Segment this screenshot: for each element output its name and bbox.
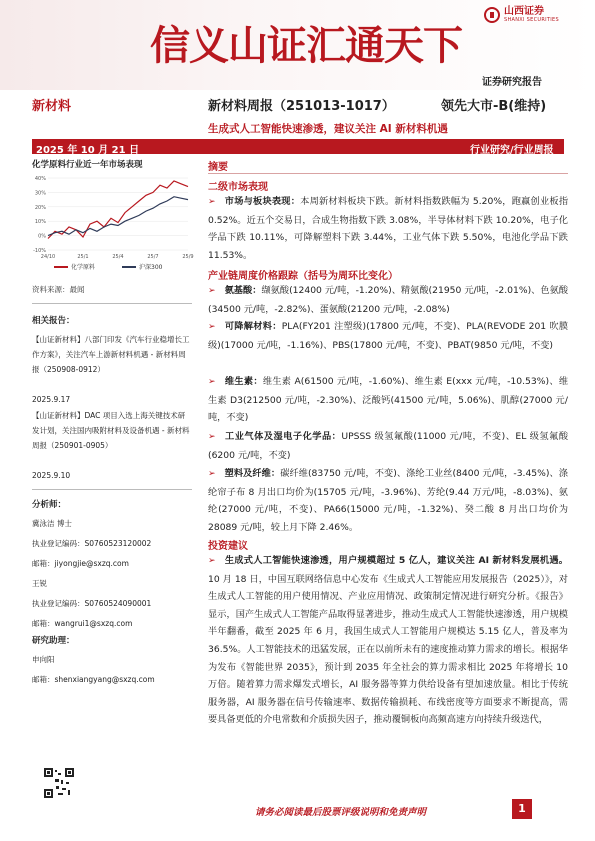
investment-text: 10 月 18 日，中国互联网络信息中心发布《生成式人工智能应用发展报告（2025）》，对生成式人工智能的用户使用情况、产业应用情况、政策制定情况进行研究分析。《报告》显示，国产生成式人工智能产品取得显著进步，推动生成式人工智能快速渗透，用户规模半年翻番，截至 2025 年 6 月，我国生成式人工智能用户规模达 5.15 亿人，普及率为 36.5%。人工智能技术的迅猛发展，正在以前所未有的速度推动算力需求的增长。根据华为发布《智能世界 2035》，预计到 2035 年全社会的算力需求相比 2025 年将增长 10 万倍。随着算力需求爆发式增长，AI 服务器等算力供给设备有望加速放量。相比于传统服务器，AI 服务器在信号传输速率、数据传输损耗、布线密度等方面要求不断提高，需要具备更低的介电常数和介质损失因子，推动覆铜板向高频高速方向持续升级迭代， <box>208 573 568 726</box>
bullet-arrow-icon: ➢ <box>208 556 216 566</box>
chart-title: 化学原料行业近一年市场表现 <box>32 160 143 170</box>
slogan: 信义山证汇通天下 <box>150 22 462 69</box>
gas-chemical-paragraph <box>208 428 568 464</box>
degradable-text: PLA(FY201 注塑级)(17800 元/吨，不变)、PLA(REVODE 201 吹膜级)(17000 元/吨，-1.16%)、PBS(17800 元/吨，不变)、PBAT(9850 元/吨，不变) <box>208 321 569 351</box>
report-type: 证券研究报告 <box>482 77 542 88</box>
analyst-email[interactable]: 邮箱：jiyongjie@sxzq.com <box>32 559 129 568</box>
y-tick-label: 0% <box>38 233 46 240</box>
analyst-cert: 执业登记编码：S0760523120002 <box>32 539 152 548</box>
analyst-email[interactable]: 邮箱：wangrui1@sxzq.com <box>32 619 133 628</box>
plastic-fiber-text: 碳纤维(83750 元/吨，不变)、涤纶工业丝(8400 元/吨，-3.45%)、涤纶帘子布 8 月出口均价为(15705 元/吨，-3.96%)、芳纶(9.44 万元/吨，-8.03%)、氨纶(27000 元/吨，不变)、PA66(15000 元/吨，-1.32%)、癸二酸 8 月出口均价为 28089 元/吨，较上月下降 2.46%。 <box>208 468 568 533</box>
degradable-label: 可降解材料： <box>224 321 282 332</box>
report-date: 2025 年 10 月 21 日 <box>36 145 140 156</box>
gas-chemical-text: UPSSS 级氢氟酸(11000 元/吨，不变)、EL 级氢氟酸(6200 元/吨，不变) <box>208 431 569 461</box>
amino-acid-text: 缬氨酸(12400 元/吨，-1.20%)、精氨酸(21950 元/吨，-2.01%)、色氨酸(34500 元/吨，-2.82%)、蛋氨酸(21200 元/吨，-2.08%) <box>208 285 569 315</box>
divider <box>208 173 568 174</box>
analysts-heading: 分析师： <box>32 500 67 510</box>
logo-name-en: SHANXI SECURITIES <box>504 17 559 23</box>
report-tagline: 行业研究/行业周报 <box>470 145 554 156</box>
analyst-name: 王锐 <box>32 579 47 588</box>
market-label: 市场与板块表现： <box>224 196 301 207</box>
vitamin-text: 维生素 A(61500 元/吨，-1.60%)、维生素 E(xxx 元/吨，-10.53%)、维生素 D3(212500 元/吨，-2.30%)、泛酸钙(41500 元/吨，5.06%)、肌醇(27000 元/吨，不变) <box>208 376 569 424</box>
logo-icon <box>484 7 500 23</box>
amino-acid-paragraph <box>208 282 568 318</box>
vitamin-paragraph <box>208 373 568 427</box>
bullet-arrow-icon: ➢ <box>208 322 216 332</box>
footer-disclaimer: 请务必阅读最后股票评级说明和免责声明 <box>255 807 427 818</box>
analyst-cert: 执业登记编码：S0760524090001 <box>32 599 152 608</box>
abstract-heading: 摘要 <box>208 162 228 173</box>
chart-source: 资料来源：最闻 <box>32 285 85 294</box>
y-tick-label: 30% <box>34 190 46 197</box>
divider <box>32 303 192 304</box>
related-report-1[interactable]: 【山证新材料】八部门印发《汽车行业稳增长工作方案》，关注汽车上游新材料机遇 - 新材料周报（250908-0912） <box>32 335 190 374</box>
assistant-name: 申向阳 <box>32 655 55 664</box>
plastic-fiber-paragraph <box>208 465 568 536</box>
x-tick-label: 24/10 <box>40 254 56 260</box>
legend-label: 沪深300 <box>139 264 163 271</box>
x-tick-label: 25/1 <box>77 254 89 260</box>
report-title: 新材料周报（251013-1017） <box>208 99 395 114</box>
bullet-arrow-icon: ➢ <box>208 432 216 442</box>
bullet-arrow-icon: ➢ <box>208 197 216 207</box>
logo-name-cn: 山西证券 <box>504 6 544 17</box>
rating: 领先大市-B(维持) <box>441 99 547 114</box>
company-logo <box>484 6 559 23</box>
market-text: 本周新材料板块下跌。新材料指数跌幅为 5.20%，跑赢创业板指 0.52%。近五个交易日，合成生物指数下跌 3.08%，半导体材料下跌 10.20%，电子化学品下跌 10.11%，可降解塑料下跌 3.44%，工业气体下跌 5.50%，电池化学品下跌 11.53%。 <box>208 196 569 261</box>
related-reports-heading: 相关报告： <box>32 316 75 326</box>
bullet-arrow-icon: ➢ <box>208 469 216 479</box>
assistant-email[interactable]: 邮箱：shenxiangyang@sxzq.com <box>32 675 155 684</box>
related-report-2[interactable]: 【山证新材料】DAC 项目入选上海关键技术研发计划，关注国内吸附材料及设备机遇 - 新材料周报（250901-0905） <box>32 411 190 450</box>
section-market-heading: 二级市场表现 <box>208 182 268 193</box>
report-subtitle: 生成式人工智能快速渗透，建议关注 AI 新材料机遇 <box>208 123 448 135</box>
investment-label: 生成式人工智能快速渗透，用户规模超过 5 亿人，建议关注 AI 新材料发展机遇。 <box>224 555 568 566</box>
performance-chart <box>32 172 192 276</box>
section-investment-heading: 投资建议 <box>208 541 248 552</box>
gas-chemical-label: 工业气体及湿电子化学品： <box>224 431 342 442</box>
page-number: 1 <box>512 799 532 819</box>
y-tick-label: 20% <box>34 204 46 211</box>
y-tick-label: 40% <box>34 176 46 182</box>
x-tick-label: 25/7 <box>147 254 159 260</box>
bullet-arrow-icon: ➢ <box>208 286 216 296</box>
series-line <box>48 181 188 239</box>
bullet-arrow-icon: ➢ <box>208 377 216 387</box>
analyst-name: 冀泳洁 博士 <box>32 519 72 528</box>
related-report-1-date: 2025.9.17 <box>32 395 71 404</box>
section-price-heading: 产业链周度价格跟踪（括号为周环比变化） <box>208 271 398 282</box>
market-paragraph <box>208 193 568 264</box>
plastic-fiber-label: 塑料及纤维： <box>224 468 281 479</box>
x-tick-label: 25/9 <box>182 254 194 260</box>
y-tick-label: -10% <box>33 248 46 254</box>
legend-label: 化学原料 <box>71 264 96 271</box>
x-tick-label: 25/4 <box>112 254 124 260</box>
vitamin-label: 维生素： <box>224 376 263 387</box>
industry-category: 新材料 <box>32 99 72 114</box>
degradable-paragraph <box>208 318 568 354</box>
series-line <box>48 197 188 236</box>
y-tick-label: 10% <box>34 219 46 226</box>
qr-code-icon <box>44 768 74 798</box>
assistant-heading: 研究助理： <box>32 636 75 646</box>
divider <box>32 489 192 490</box>
related-report-2-date: 2025.9.10 <box>32 471 71 480</box>
amino-acid-label: 氨基酸： <box>224 285 262 296</box>
investment-paragraph <box>208 552 568 729</box>
